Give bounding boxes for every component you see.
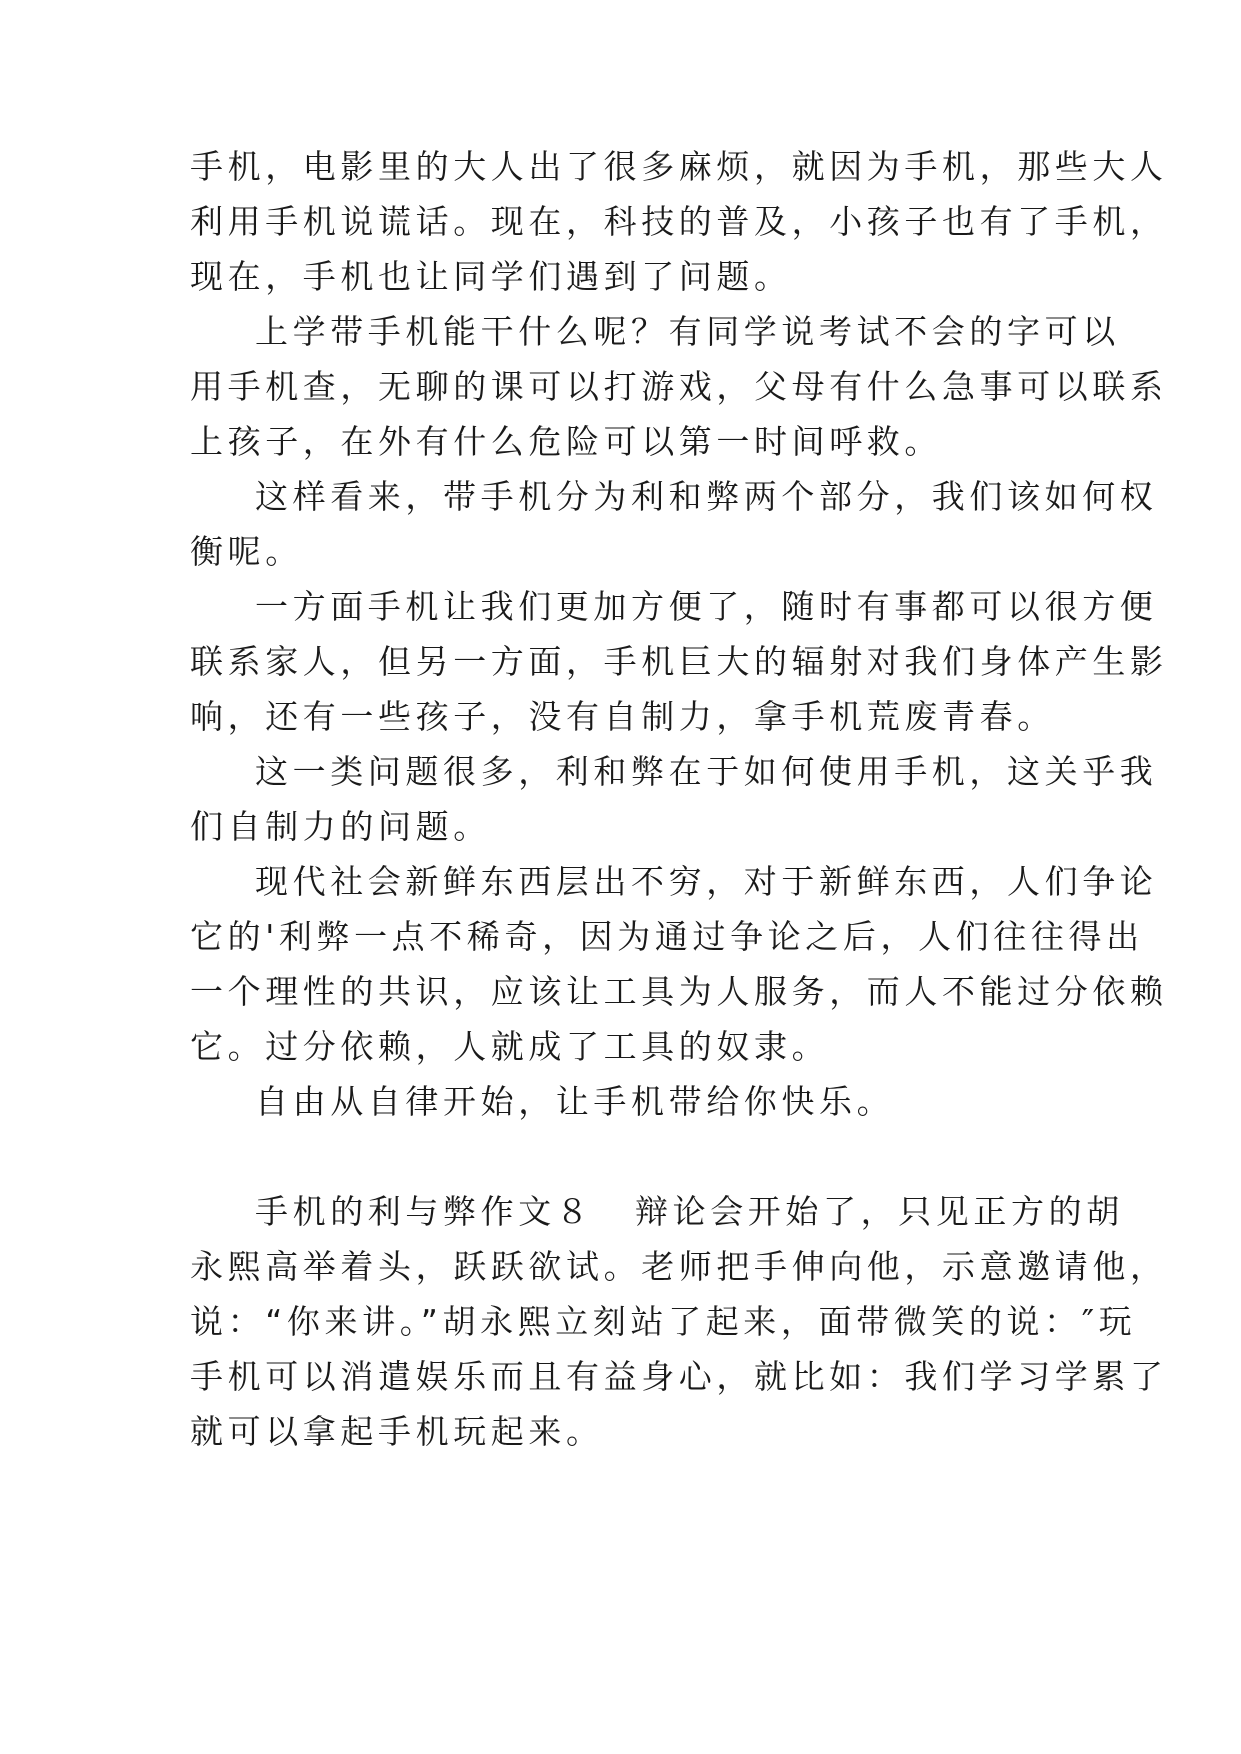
text-line: 它的'利弊一点不稀奇，因为通过争论之后，人们往往得出	[190, 917, 1144, 956]
text-line: 一个理性的共识，应该让工具为人服务，而人不能过分依赖	[190, 972, 1168, 1011]
text-line: 们自制力的问题。	[190, 807, 491, 846]
text-line: 就可以拿起手机玩起来。	[190, 1412, 604, 1451]
paragraph-first-line: 现代社会新鲜东西层出不穷，对于新鲜东西，人们争论	[255, 862, 1158, 901]
paragraph-first-line: 这样看来，带手机分为利和弊两个部分，我们该如何权	[255, 477, 1158, 516]
essay-heading-line	[255, 1182, 1124, 1242]
essay-first-line: 辩论会开始了，只见正方的胡	[635, 1192, 1124, 1231]
text-line: 说：“你来讲。”胡永熙立刻站了起来，面带微笑的说：″玩	[190, 1302, 1137, 1341]
text-line: 上孩子，在外有什么危险可以第一时间呼救。	[190, 422, 942, 461]
text-line: 响，还有一些孩子，没有自制力，拿手机荒废青春。	[190, 697, 1055, 736]
paragraph-first-line: 这一类问题很多，利和弊在于如何使用手机，这关乎我	[255, 752, 1158, 791]
paragraph-first-line: 一方面手机让我们更加方便了，随时有事都可以很方便	[255, 587, 1158, 626]
text-line: 永熙高举着头，跃跃欲试。老师把手伸向他，示意邀请他，	[190, 1247, 1168, 1286]
text-line: 它。过分依赖，人就成了工具的奴隶。	[190, 1027, 830, 1066]
text-line: 现在，手机也让同学们遇到了问题。	[190, 257, 792, 296]
text-line: 手机可以消遣娱乐而且有益身心，就比如：我们学习学累了	[190, 1357, 1168, 1396]
text-line: 手机，电影里的大人出了很多麻烦，就因为手机，那些大人	[190, 147, 1168, 186]
text-line: 用手机查，无聊的课可以打游戏，父母有什么急事可以联系	[190, 367, 1168, 406]
paragraph-first-line: 上学带手机能干什么呢？有同学说考试不会的字可以	[255, 312, 1120, 351]
paragraph-first-line: 自由从自律开始，让手机带给你快乐。	[255, 1082, 895, 1121]
text-line: 衡呢。	[190, 532, 303, 571]
essay-title: 手机的利与弊作文８	[255, 1192, 594, 1231]
text-line: 联系家人，但另一方面，手机巨大的辐射对我们身体产生影	[190, 642, 1168, 681]
text-line: 利用手机说谎话。现在，科技的普及，小孩子也有了手机，	[190, 202, 1168, 241]
